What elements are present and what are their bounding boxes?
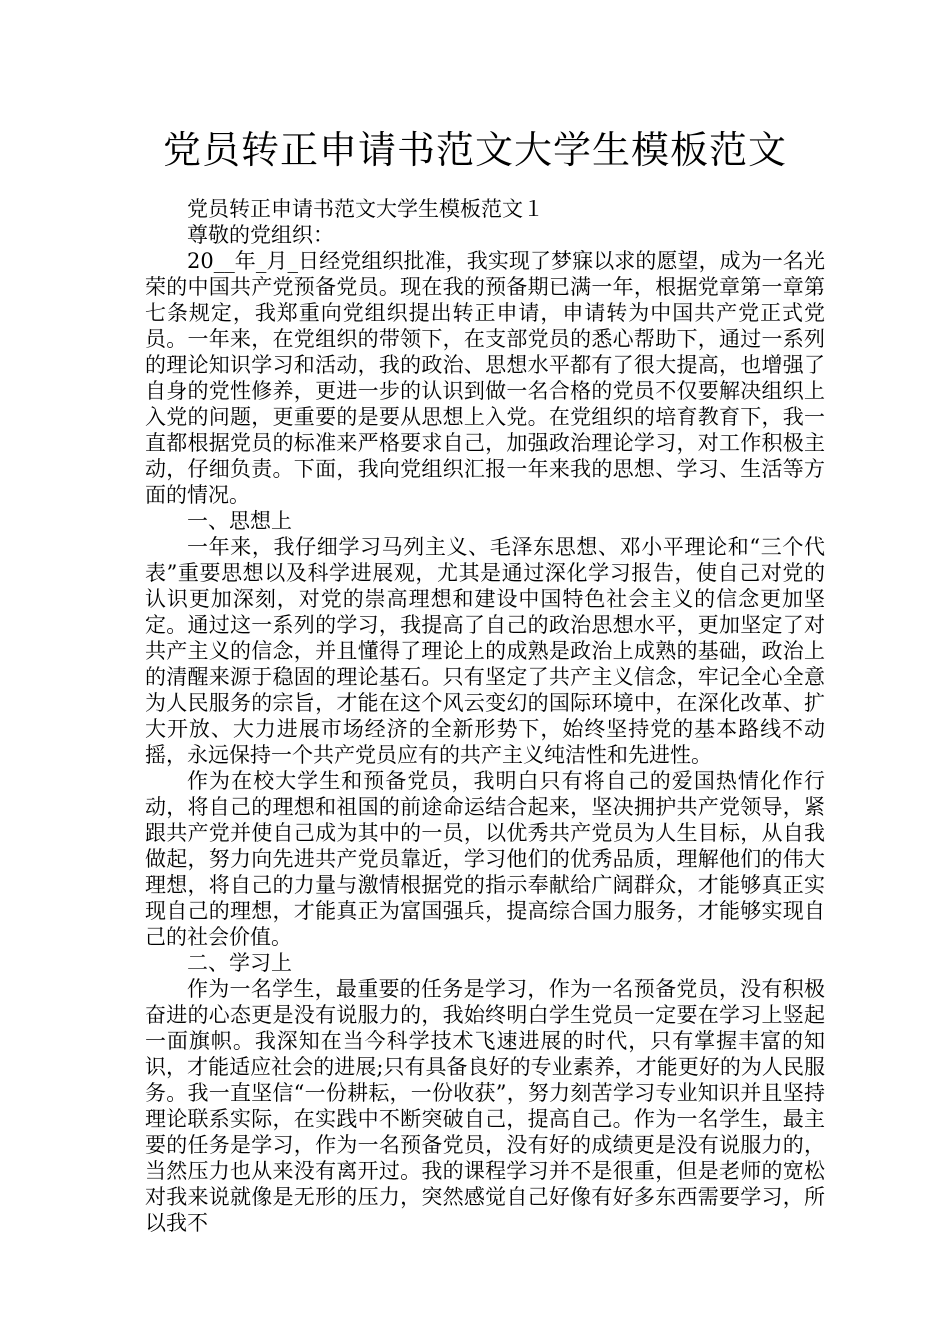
paragraph-intro: 20__年_月_日经党组织批准，我实现了梦寐以求的愿望，成为一名光荣的中国共产党预备党员。现在我的预备期已满一年，根据党章第一章第七条规定，我郑重向党组织提出转正申请，申请转为中国共产党正式党员。一年来，在党组织的带领下，在支部党员的悉心帮助下，通过一系列的理论知识学习和活动，我的政治、思想水平都有了很大提高，也增强了自身的党性修养，更进一步的认识到做一名合格的党员不仅要解决组织上入党的问题，更重要的是要从思想上入党。在党组织的培育教育下，我一直都根据党员的标准来严格要求自己，加强政治理论学习，对工作积极主动，仔细负责。下面，我向党组织汇报一年来我的思想、学习、生活等方面的情况。 bbox=[145, 249, 825, 507]
document-body bbox=[145, 196, 825, 1236]
section-heading-study: 二、学习上 bbox=[187, 951, 292, 975]
paragraph-thought-2: 作为在校大学生和预备党员，我明白只有将自己的爱国热情化作行动，将自己的理想和祖国的前途命运结合起来，坚决拥护共产党领导，紧跟共产党并使自己成为其中的一员，以优秀共产党员为人生目标，从自我做起，努力向先进共产党员靠近，学习他们的优秀品质，理解他们的伟大理想，将自己的力量与激情根据党的指示奉献给广阔群众，才能够真正实现自己的理想，才能真正为富国强兵，提高综合国力服务，才能够实现自己的社会价值。 bbox=[145, 769, 825, 949]
section-heading-thought: 一、思想上 bbox=[187, 509, 292, 533]
paragraph-study-1: 作为一名学生，最重要的任务是学习，作为一名预备党员，没有积极奋进的心态更是没有说服力的，我始终明白学生党员一定要在学习上竖起一面旗帜。我深知在当今科学技术飞速进展的时代，只有掌握丰富的知识，才能适应社会的进展;只有具备良好的专业素养，才能更好的为人民服务。我一直坚信“一份耕耘，一份收获”，努力刻苦学习专业知识并且坚持理论联系实际，在实践中不断突破自己，提高自己。作为一名学生，最主要的任务是学习，作为一名预备党员，没有好的成绩更是没有说服力的，当然压力也从来没有离开过。我的课程学习并不是很重，但是老师的宽松对我来说就像是无形的压力，突然感觉自己好像有好多东西需要学习，所以我不 bbox=[145, 977, 825, 1235]
salutation: 尊敬的党组织： bbox=[187, 223, 334, 247]
subtitle-line: 党员转正申请书范文大学生模板范文１ bbox=[187, 197, 544, 221]
document-title: 党员转正申请书范文大学生模板范文 bbox=[162, 128, 787, 172]
paragraph-thought-1: 一年来，我仔细学习马列主义、毛泽东思想、邓小平理论和“三个代表”重要思想以及科学进展观，尤其是通过深化学习报告，使自己对党的认识更加深刻，对党的崇高理想和建设中国特色社会主义的信念更加坚定。通过这一系列的学习，我提高了自己的政治思想水平，更加坚定了对共产主义的信念，并且懂得了理论上的成熟是政治上成熟的基础，政治上的清醒来源于稳固的理论基石。只有坚定了共产主义信念，牢记全心全意为人民服务的宗旨，才能在这个风云变幻的国际环境中，在深化改革、扩大开放、大力进展市场经济的全新形势下，始终坚持党的基本路线不动摇，永远保持一个共产党员应有的共产主义纯洁性和先进性。 bbox=[145, 535, 825, 767]
